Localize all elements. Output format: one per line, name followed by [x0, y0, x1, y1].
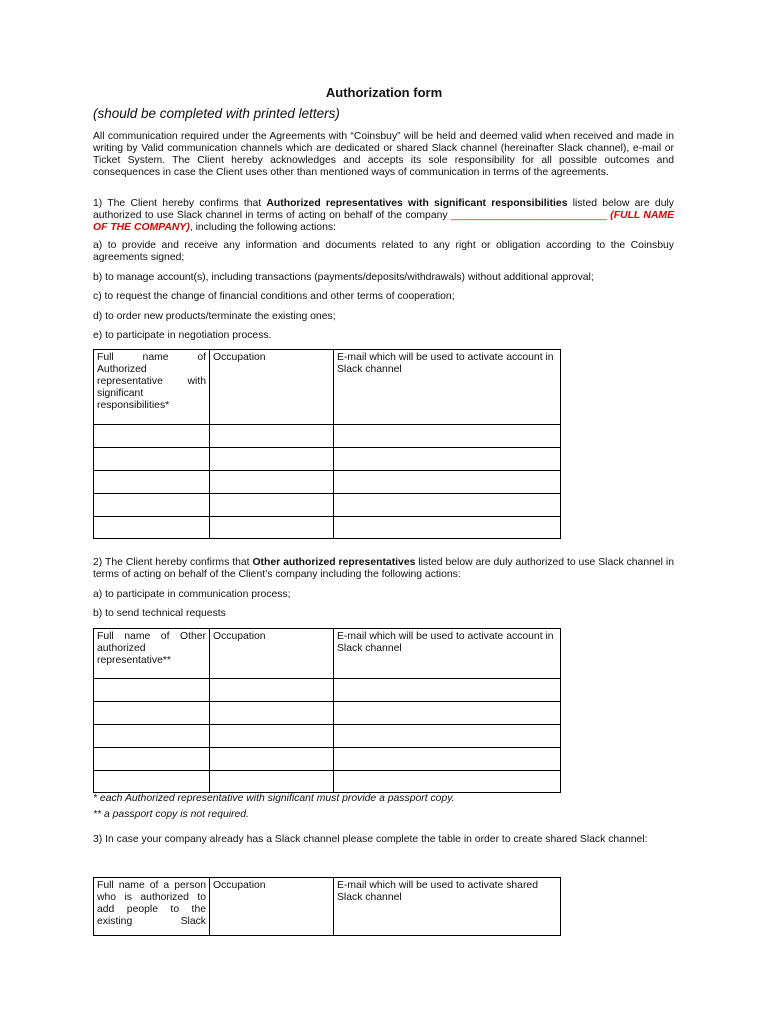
header-email: E-mail which will be used to activate account in Slack channel — [334, 629, 561, 679]
cell-input[interactable] — [210, 517, 334, 539]
company-name-hint: (FULL NAME OF THE COMPANY) — [93, 210, 674, 233]
other-representatives-table — [93, 628, 561, 793]
form-title: Authorization form — [325, 85, 443, 100]
cell-input[interactable] — [334, 771, 561, 793]
cell-input[interactable] — [210, 725, 334, 748]
section1-item-b: b) to manage account(s), including transactions (payments/deposits/withdrawals) without additional approval; — [93, 272, 594, 283]
cell-input[interactable] — [210, 471, 334, 494]
cell-input[interactable] — [94, 425, 210, 448]
section1-item-c: c) to request the change of financial conditions and other terms of cooperation; — [93, 291, 455, 302]
cell-input[interactable] — [94, 748, 210, 771]
bold-text: Authorized representatives with significant responsibilities — [266, 198, 568, 209]
section3-paragraph: 3) In case your company already has a Slack channel please complete the table in order to create shared Slack channel: — [93, 834, 648, 845]
cell-input[interactable] — [94, 771, 210, 793]
cell-input[interactable] — [94, 471, 210, 494]
header-full-name: Full name of Other authorized representative** — [94, 629, 210, 679]
cell-input[interactable] — [334, 748, 561, 771]
section2-paragraph — [93, 557, 674, 581]
header-full-name: Full name of Authorized representative with significant responsibilities* — [94, 350, 210, 425]
cell-input[interactable] — [94, 679, 210, 702]
footnote-1: * each Authorized representative with significant must provide a passport copy. — [93, 793, 455, 804]
section2-item-a: a) to participate in communication process; — [93, 589, 291, 600]
section1-item-d: d) to order new products/terminate the existing ones; — [93, 311, 336, 322]
text: , including the following actions: — [189, 222, 336, 233]
cell-input[interactable] — [94, 494, 210, 517]
shared-channel-table — [93, 877, 561, 936]
cell-input[interactable] — [334, 448, 561, 471]
cell-input[interactable] — [210, 702, 334, 725]
company-name-blank[interactable]: ___________________________ — [450, 210, 607, 221]
cell-input[interactable] — [94, 517, 210, 539]
text: listed below are duly authorized to use Slack channel in terms of acting on behalf of the company — [93, 198, 674, 221]
cell-input[interactable] — [334, 517, 561, 539]
header-email: E-mail which will be used to activate shared Slack channel — [334, 878, 561, 936]
cell-input[interactable] — [334, 425, 561, 448]
header-occupation: Occupation — [210, 350, 334, 425]
intro-paragraph: All communication required under the Agreements with “Coinsbuy” will be held and deemed valid when received and made in writing by Valid communication channels which are dedicated or shared Slack channel (hereinafter Slack channel), e-mail or Ticket System. The Client hereby acknowledges and accepts its sole responsibility for all possible outcomes and consequences in case the Client uses other than mentioned ways of communication in terms of the agreements. — [93, 131, 674, 178]
text: 2) The Client hereby confirms that — [93, 557, 253, 568]
cell-input[interactable] — [94, 448, 210, 471]
cell-input[interactable] — [94, 725, 210, 748]
cell-input[interactable] — [210, 494, 334, 517]
section1-item-a: a) to provide and receive any information and documents related to any right or obligation according to the Coinsbuy agreements signed; — [93, 240, 674, 263]
header-email: E-mail which will be used to activate account in Slack channel — [334, 350, 561, 425]
cell-input[interactable] — [334, 679, 561, 702]
section2-item-b: b) to send technical requests — [93, 608, 226, 619]
footnote-2: ** a passport copy is not required. — [93, 809, 249, 820]
cell-input[interactable] — [334, 725, 561, 748]
form-subtitle: (should be completed with printed letters) — [93, 106, 340, 121]
text: 1) The Client hereby confirms that — [93, 198, 267, 209]
significant-representatives-table — [93, 349, 561, 539]
cell-input[interactable] — [210, 425, 334, 448]
cell-input[interactable] — [210, 771, 334, 793]
cell-input[interactable] — [210, 679, 334, 702]
cell-input[interactable] — [94, 702, 210, 725]
cell-input[interactable] — [334, 702, 561, 725]
bold-text: Other authorized representatives — [252, 557, 416, 568]
cell-input[interactable] — [210, 448, 334, 471]
section1-paragraph — [93, 198, 674, 234]
text: listed below are duly authorized to use Slack channel in terms of acting on behalf of the Client’s company including the following actions: — [93, 557, 674, 580]
cell-input[interactable] — [334, 471, 561, 494]
cell-input[interactable] — [210, 748, 334, 771]
header-occupation: Occupation — [210, 878, 334, 936]
header-full-name: Full name of a person who is authorized to add people to the existing Slack — [94, 878, 210, 936]
section1-item-e: e) to participate in negotiation process. — [93, 330, 272, 341]
header-occupation: Occupation — [210, 629, 334, 679]
cell-input[interactable] — [334, 494, 561, 517]
